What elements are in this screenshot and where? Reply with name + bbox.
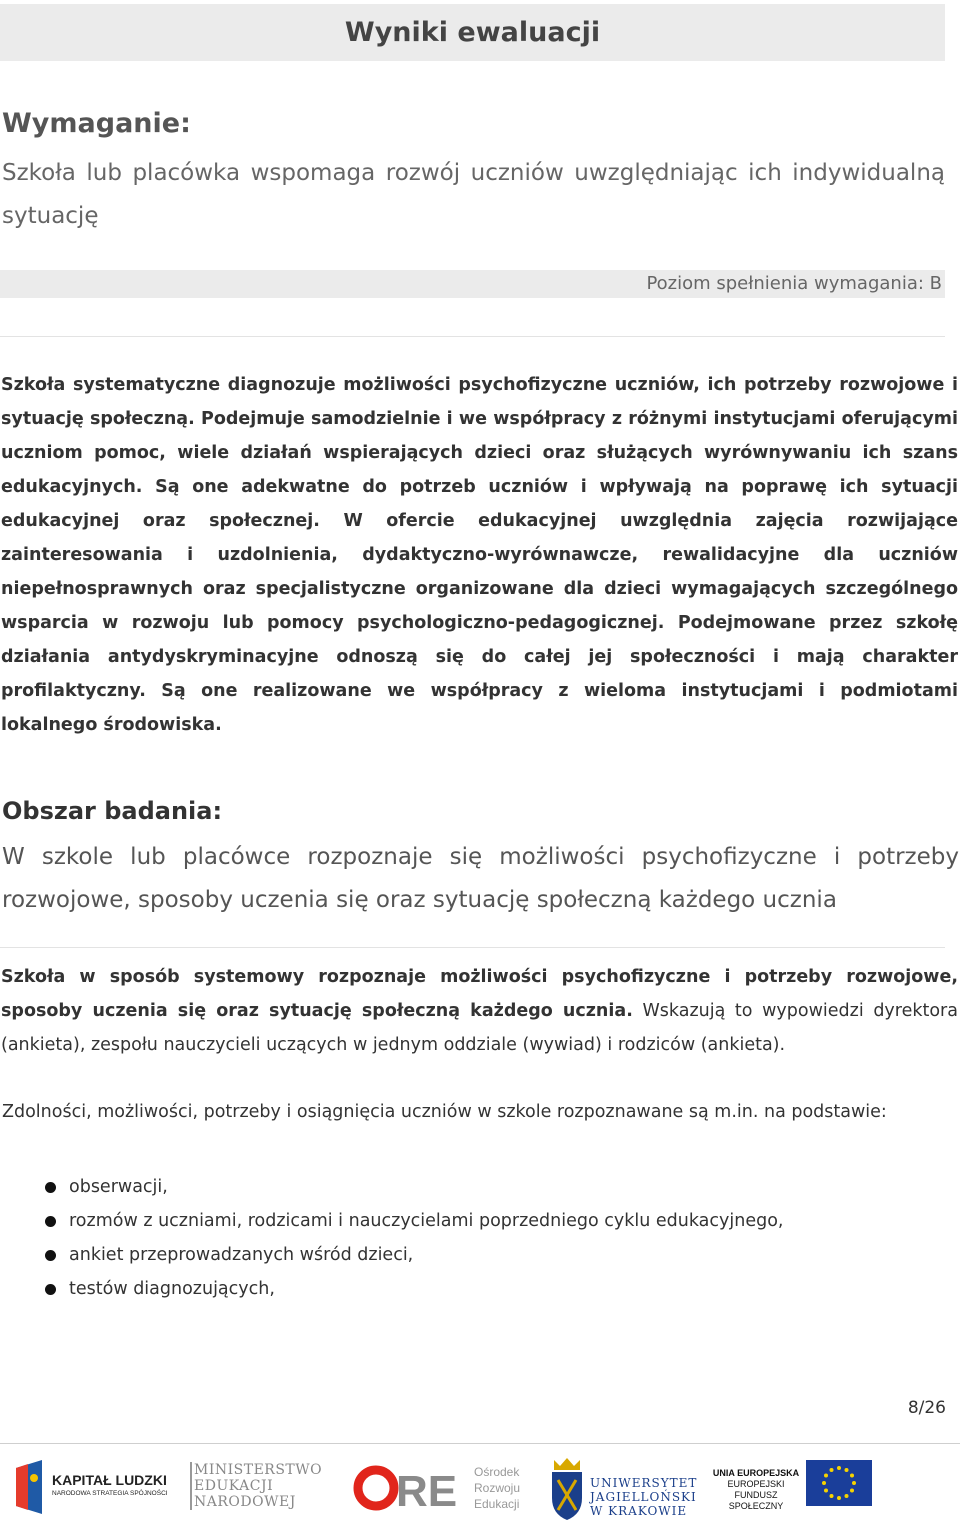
footer-logos (0, 1448, 960, 1528)
list-item-text: rozmów z uczniami, rodzicami i nauczycielami poprzedniego cyklu edukacyjnego, (69, 1211, 784, 1231)
list-item (0, 1170, 783, 1204)
finding-paragraph (1, 960, 958, 1062)
finding-bold-text: Szkoła w sposób systemowy rozpoznaje możliwości psychofizyczne i potrzeby rozwojowe, sposoby uczenia się oraz sytuację społeczną każdego ucznia. (1, 967, 958, 1021)
requirement-heading: Wymaganie: (2, 108, 191, 139)
title-bar (0, 4, 945, 61)
bullet-list (0, 1170, 783, 1306)
list-item-text: ankiet przeprowadzanych wśród dzieci, (69, 1245, 414, 1265)
intro-text: Zdolności, możliwości, potrzeby i osiągnięcia uczniów w szkole rozpoznawane są m.in. na podstawie: (2, 1102, 887, 1122)
finding-text: Wskazują to wypowiedzi dyrektora (ankieta), zespołu nauczycieli uczących w jednym oddziale (wywiad) i rodziców (ankieta). (1, 1001, 958, 1055)
footer-divider (0, 1443, 960, 1444)
page-title: Wyniki ewaluacji (344, 17, 601, 48)
list-item-text: obserwacji, (69, 1177, 168, 1197)
svg-text:RE: RE (396, 1467, 458, 1516)
men-logo: MINISTERSTWO EDUKACJI NARODOWEJ (190, 1448, 320, 1528)
page-number: 8/26 (907, 1398, 946, 1418)
area-heading: Obszar badania: (2, 797, 223, 825)
uj-crest-icon (548, 1454, 586, 1522)
list-item (0, 1238, 783, 1272)
divider (0, 947, 945, 948)
bullet-icon (45, 1284, 56, 1295)
list-item-text: testów diagnozujących, (69, 1279, 275, 1299)
requirement-text: Szkoła lub placówka wspomaga rozwój uczniów uwzględniając ich indywidualną sytuację (2, 160, 945, 229)
list-item (0, 1204, 783, 1238)
kapital-ludzki-icon (8, 1458, 48, 1518)
summary-text: Szkoła systematyczne diagnozuje możliwości psychofizyczne uczniów, ich potrzeby rozwojowe i sytuację społeczną. Podejmuje samodzielnie i we współpracy z różnymi instytucjami oferującymi uczniom pomoc, wiele działań wspierających dzieci oraz służących wyrównywaniu ich szans edukacyjnych. Są one adekwatne do potrzeb uczniów i wpływają na poprawę ich sytuacji edukacyjnej oraz społecznej. W ofercie edukacyjnej uwzględnia zajęcia rozwijające zainteresowania i uzdolnienia, dydaktyczno-wyrównawcze, rewalidacyjne dla uczniów niepełnosprawnych oraz specjalistyczne organizowane dla dzieci wymagających szczególnego wsparcia w rozwoju lub pomocy psychologiczno-pedagogicznej. Podejmowane przez szkołę działania antydyskryminacyjne odnoszą się do całej jej społeczności i mają charakter profilaktyczny. Są one realizowane we współpracy z wieloma instytucjami i podmiotami lokalnego środowiska. (1, 375, 958, 735)
eu-flag-icon (806, 1460, 872, 1506)
requirement-level-bar (0, 270, 945, 298)
requirement-level: Poziom spełnienia wymagania: B (646, 273, 942, 294)
area-text: W szkole lub placówce rozpoznaje się możliwości psychofizyczne i potrzeby rozwojowe, sposoby uczenia się oraz sytuację społeczną każdego ucznia (2, 844, 959, 913)
eu-logo: UNIA EUROPEJSKA EUROPEJSKI FUNDUSZ SPOŁECZNY (710, 1448, 880, 1528)
bullet-icon (45, 1216, 56, 1227)
summary-paragraph (1, 368, 958, 742)
bullet-icon (45, 1182, 56, 1193)
kapital-ludzki-logo: KAPITAŁ LUDZKI NARODOWA STRATEGIA SPÓJNOŚCI (8, 1448, 178, 1528)
divider (0, 336, 945, 337)
list-item (0, 1272, 783, 1306)
ore-icon (352, 1460, 462, 1520)
ore-logo: RE Ośrodek Rozwoju Edukacji (352, 1448, 532, 1528)
uj-logo: UNIWERSYTET JAGIELLOŃSKI W KRAKOWIE (548, 1448, 698, 1528)
bullet-icon (45, 1250, 56, 1261)
